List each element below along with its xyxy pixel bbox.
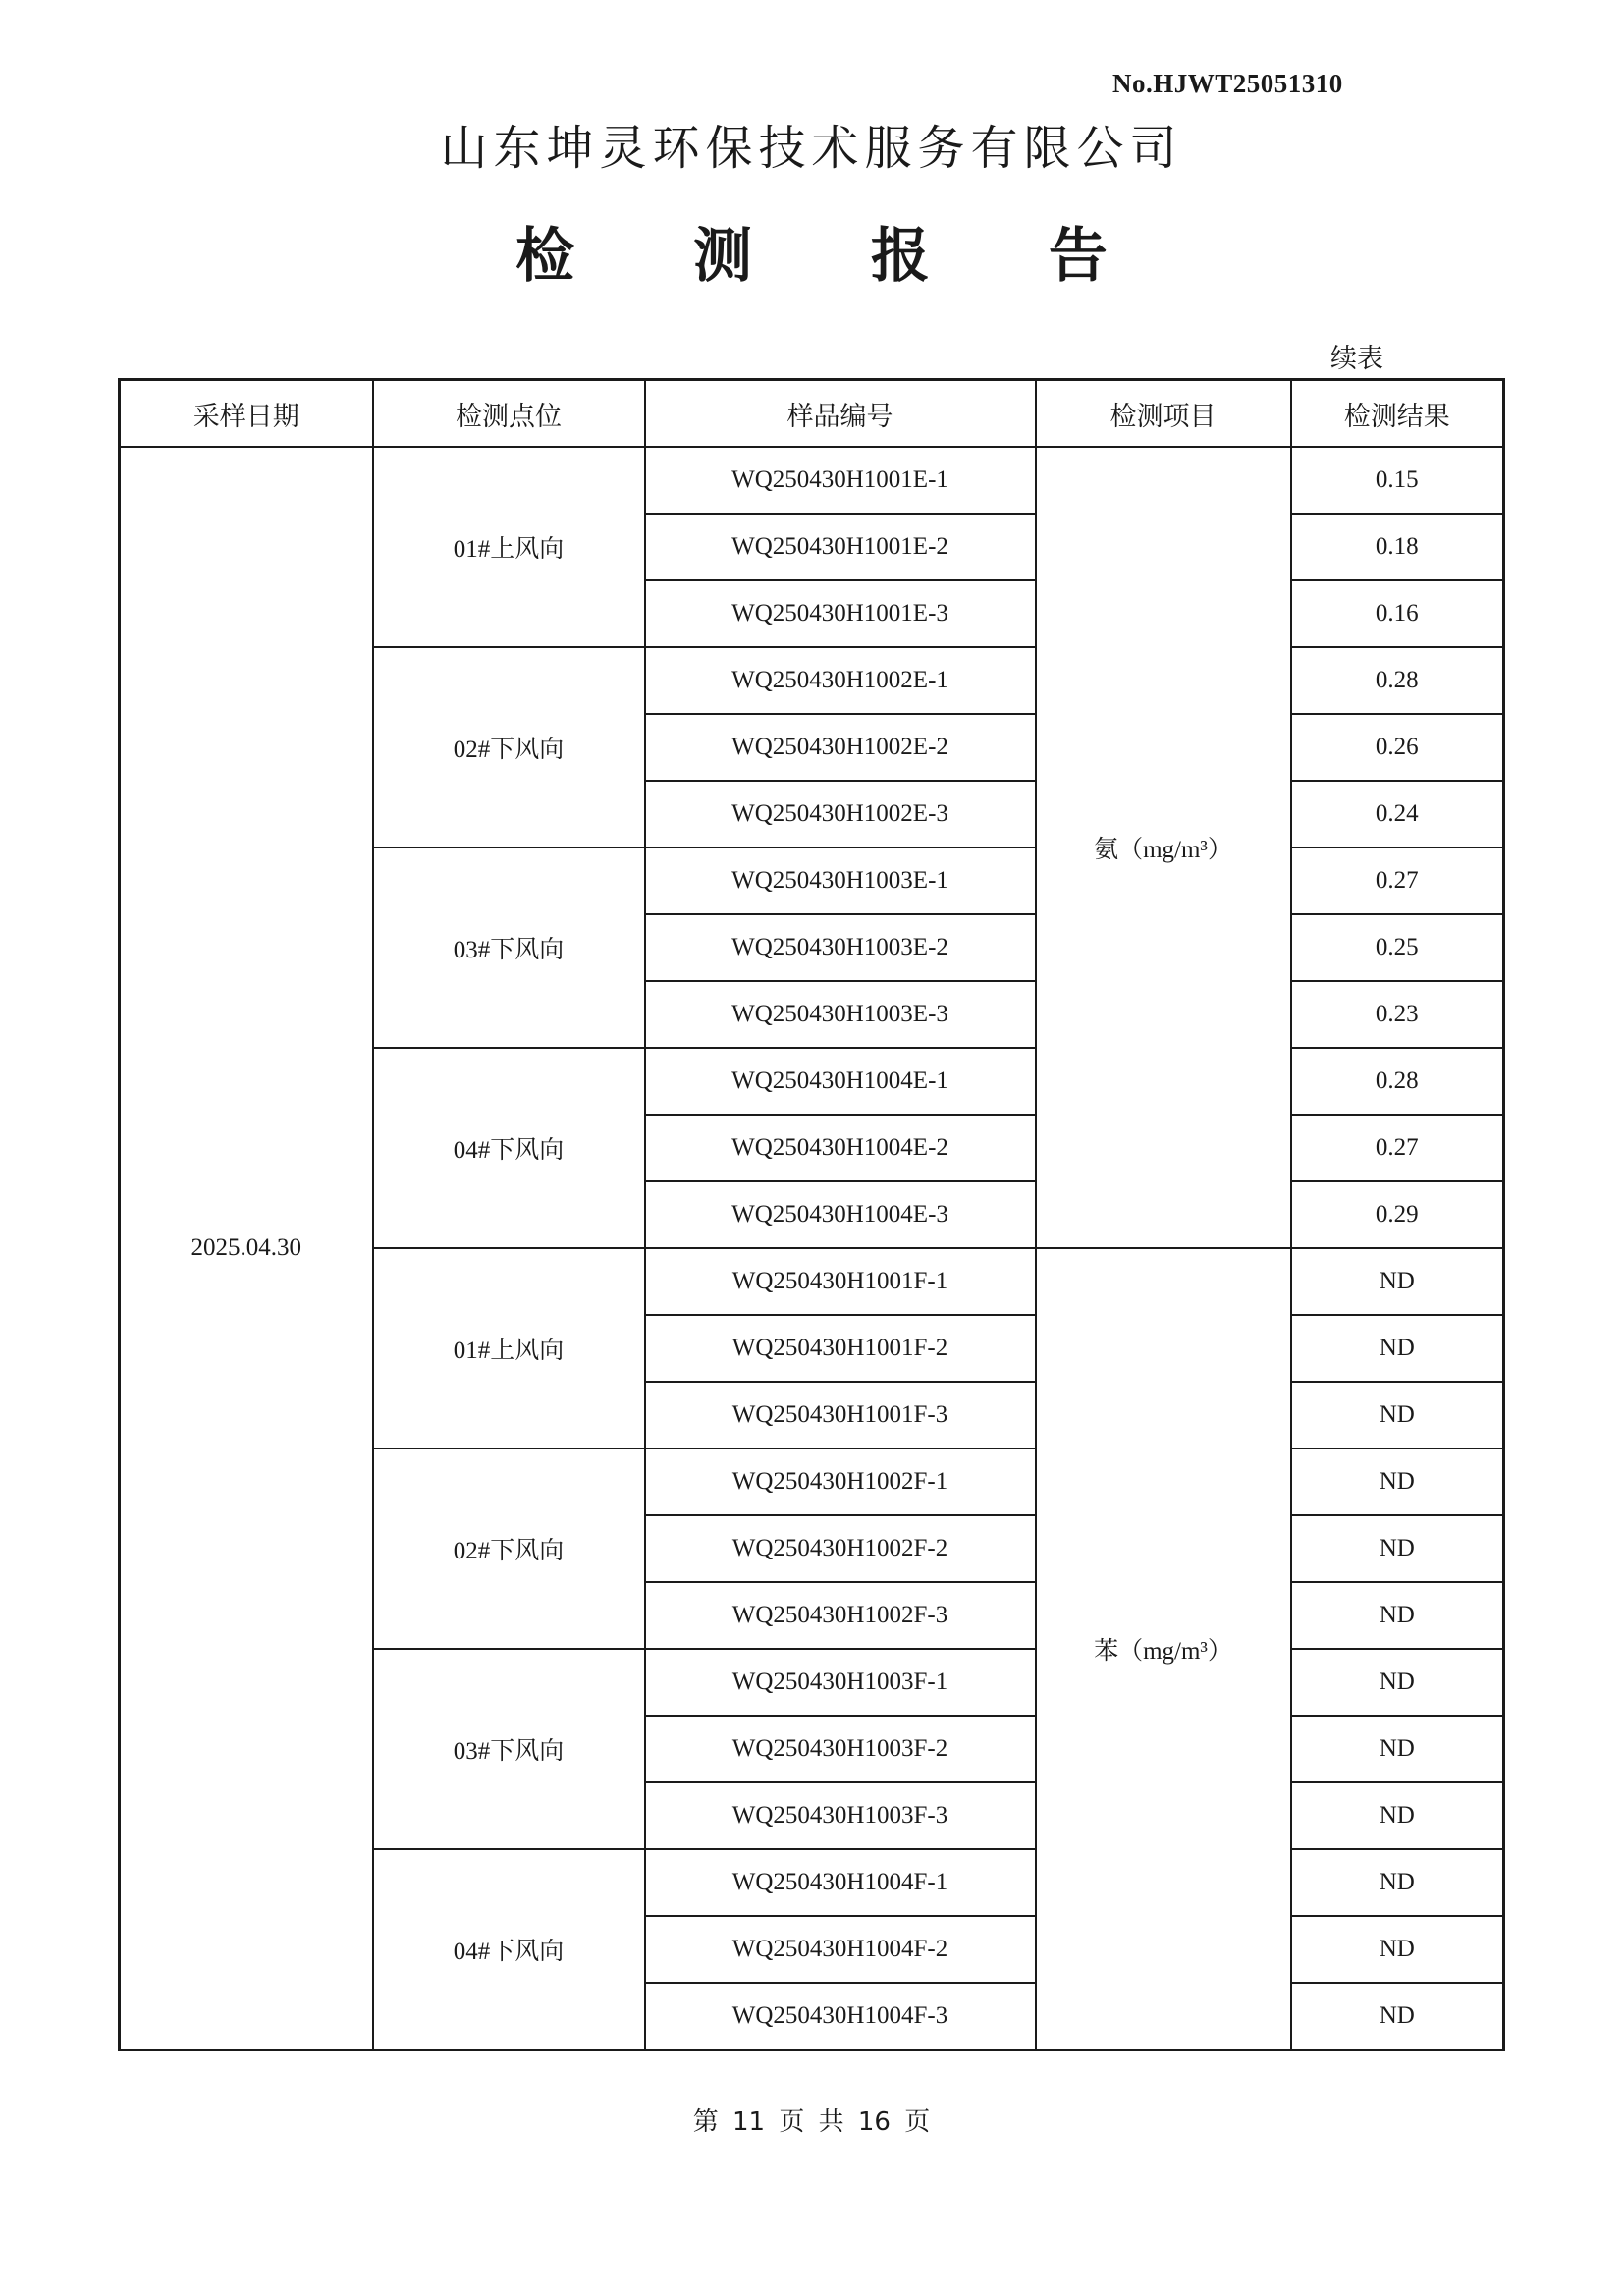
result-cell: 0.25: [1291, 914, 1504, 981]
sampling-date-cell: 2025.04.30: [120, 447, 373, 2050]
sample-id-cell: WQ250430H1002F-3: [645, 1582, 1036, 1649]
result-cell: ND: [1291, 1449, 1504, 1515]
sample-id-cell: WQ250430H1003F-1: [645, 1649, 1036, 1716]
sample-id-cell: WQ250430H1004E-2: [645, 1115, 1036, 1181]
result-cell: ND: [1291, 1649, 1504, 1716]
result-cell: ND: [1291, 1315, 1504, 1382]
sample-id-cell: WQ250430H1001E-1: [645, 447, 1036, 514]
result-cell: 0.18: [1291, 514, 1504, 580]
result-cell: ND: [1291, 1782, 1504, 1849]
site-cell: 02#下风向: [373, 1449, 645, 1649]
result-cell: ND: [1291, 1382, 1504, 1449]
result-cell: ND: [1291, 1515, 1504, 1582]
sample-id-cell: WQ250430H1001F-2: [645, 1315, 1036, 1382]
report-title: 检 测 报 告: [515, 222, 1157, 291]
column-header-sample: 样品编号: [645, 380, 1036, 448]
sample-id-cell: WQ250430H1002E-2: [645, 714, 1036, 781]
site-cell: 01#上风向: [373, 1248, 645, 1449]
results-table: [118, 378, 1505, 2051]
result-cell: ND: [1291, 1582, 1504, 1649]
site-cell: 03#下风向: [373, 847, 645, 1048]
result-cell: 0.27: [1291, 847, 1504, 914]
column-header-result: 检测结果: [1291, 380, 1504, 448]
continued-label: 续表: [1330, 344, 1383, 374]
sample-id-cell: WQ250430H1004E-3: [645, 1181, 1036, 1248]
result-cell: ND: [1291, 1716, 1504, 1782]
result-cell: 0.28: [1291, 647, 1504, 714]
report-number: No.HJWT25051310: [1112, 69, 1343, 98]
result-cell: ND: [1291, 1916, 1504, 1983]
result-cell: 0.27: [1291, 1115, 1504, 1181]
table-body: [120, 447, 1504, 2050]
table-header-row: [120, 380, 1504, 448]
result-cell: 0.15: [1291, 447, 1504, 514]
sample-id-cell: WQ250430H1001E-2: [645, 514, 1036, 580]
column-header-date: 采样日期: [120, 380, 373, 448]
sample-id-cell: WQ250430H1003F-2: [645, 1716, 1036, 1782]
sample-id-cell: WQ250430H1002E-1: [645, 647, 1036, 714]
sample-id-cell: WQ250430H1004F-3: [645, 1983, 1036, 2050]
result-cell: 0.24: [1291, 781, 1504, 847]
test-item-cell: 氨（mg/m³）: [1036, 447, 1291, 1248]
company-name: 山东坤灵环保技术服务有限公司: [440, 121, 1183, 176]
site-cell: 03#下风向: [373, 1649, 645, 1849]
sample-id-cell: WQ250430H1003E-1: [645, 847, 1036, 914]
result-cell: ND: [1291, 1983, 1504, 2050]
result-cell: 0.23: [1291, 981, 1504, 1048]
sample-id-cell: WQ250430H1001F-3: [645, 1382, 1036, 1449]
result-cell: ND: [1291, 1849, 1504, 1916]
table-row: [120, 447, 1504, 514]
site-cell: 02#下风向: [373, 647, 645, 847]
column-header-item: 检测项目: [1036, 380, 1291, 448]
sample-id-cell: WQ250430H1002F-1: [645, 1449, 1036, 1515]
sample-id-cell: WQ250430H1004F-2: [645, 1916, 1036, 1983]
sample-id-cell: WQ250430H1002E-3: [645, 781, 1036, 847]
sample-id-cell: WQ250430H1004F-1: [645, 1849, 1036, 1916]
site-cell: 04#下风向: [373, 1048, 645, 1248]
sample-id-cell: WQ250430H1003E-2: [645, 914, 1036, 981]
site-cell: 01#上风向: [373, 447, 645, 647]
column-header-site: 检测点位: [373, 380, 645, 448]
sample-id-cell: WQ250430H1003F-3: [645, 1782, 1036, 1849]
sample-id-cell: WQ250430H1001E-3: [645, 580, 1036, 647]
result-cell: 0.16: [1291, 580, 1504, 647]
sample-id-cell: WQ250430H1001F-1: [645, 1248, 1036, 1315]
result-cell: 0.29: [1291, 1181, 1504, 1248]
site-cell: 04#下风向: [373, 1849, 645, 2050]
sample-id-cell: WQ250430H1002F-2: [645, 1515, 1036, 1582]
sample-id-cell: WQ250430H1003E-3: [645, 981, 1036, 1048]
test-item-cell: 苯（mg/m³）: [1036, 1248, 1291, 2050]
result-cell: ND: [1291, 1248, 1504, 1315]
sample-id-cell: WQ250430H1004E-1: [645, 1048, 1036, 1115]
page-number: 第 11 页 共 16 页: [692, 2107, 931, 2137]
result-cell: 0.26: [1291, 714, 1504, 781]
result-cell: 0.28: [1291, 1048, 1504, 1115]
